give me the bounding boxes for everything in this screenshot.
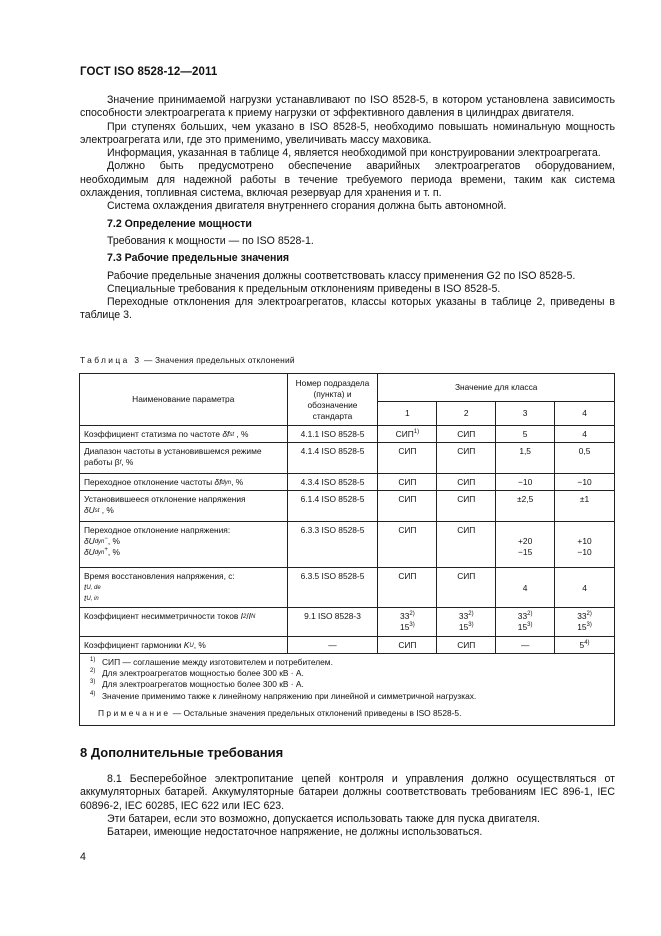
table-footnotes <box>80 654 615 726</box>
section-7-3-heading: 7.3 Рабочие предельные значения <box>107 252 290 265</box>
table-row <box>80 608 615 637</box>
row-reference: — <box>287 637 378 654</box>
row-reference: 6.3.3 ISO 8528-5 <box>287 522 378 568</box>
intro-paragraph: Система охлаждения двигателя внутреннего сгорания должна быть автономной. <box>107 200 507 213</box>
row-class-1: СИП <box>378 568 437 608</box>
row-class-4: +10 −10 <box>555 522 615 568</box>
table-caption-label: Таблица 3 <box>80 355 142 365</box>
intro-paragraph: При ступенях больших, чем указано в ISO 8528-5, необходимо повышать номинальную мощность электроагрегата или, где это применимо, увеличивать массу маховика. <box>80 120 615 146</box>
row-class-2: СИП <box>437 568 496 608</box>
footnote: 4) Значение применимо также к линейному напряжению при линейной и симметричной нагрузках. <box>90 690 477 701</box>
header-class-3: 3 <box>496 402 555 426</box>
header-class-4: 4 <box>555 402 615 426</box>
row-parameter: Коэффициент статизма по частоте δfst , % <box>80 426 288 443</box>
intro-paragraph: Значение принимаемой нагрузки устанавливают по ISO 8528-5, в котором установлена зависимость способности электроагрегата к приему нагрузки от эффективного давления в цилиндрах двигателя. <box>80 94 615 120</box>
row-parameter: Время восстановления напряжения, с: tU, de tU, in <box>80 568 288 608</box>
row-reference: 6.1.4 ISO 8528-5 <box>287 491 378 522</box>
footnote: 3) Для электроагрегатов мощностью более 300 кВ · А. <box>90 679 304 690</box>
row-class-3: +20 −15 <box>496 522 555 568</box>
section-8-paragraph: Батареи, имеющие недостаточное напряжение, не должны использоваться. <box>107 826 483 839</box>
row-class-1: СИП <box>378 443 437 474</box>
section-7-3-paragraph: Специальные требования к предельным отклонениям приведены в ISO 8528-5. <box>107 282 501 295</box>
row-class-2: СИП <box>437 522 496 568</box>
table-row <box>80 474 615 491</box>
row-reference: 6.3.5 ISO 8528-5 <box>287 568 378 608</box>
section-8-text-block <box>80 773 615 839</box>
table-row <box>80 637 615 654</box>
row-parameter: Переходное отклонение частоты δfdyn, % <box>80 474 288 491</box>
header-class-2: 2 <box>437 402 496 426</box>
section-7-2-text: Требования к мощности — по ISO 8528-1. <box>107 234 314 247</box>
row-class-1: СИП <box>378 637 437 654</box>
row-parameter: Установившееся отклонение напряжения δUst , % <box>80 491 288 522</box>
section-7-3-paragraph: Рабочие предельные значения должны соответствовать классу применения G2 по ISO 8528-5. <box>107 269 576 282</box>
page-number: 4 <box>80 851 86 863</box>
intro-text-block <box>80 94 615 323</box>
table-row <box>80 522 615 568</box>
row-class-2: СИП <box>437 474 496 491</box>
section-8-paragraph: Эти батареи, если это возможно, допускается использовать также для пуска двигателя. <box>107 812 540 825</box>
header-reference: Номер подраздела (пункта) и обозначение стандарта <box>287 374 378 426</box>
row-class-1: СИП <box>378 474 437 491</box>
row-reference: 4.1.1 ISO 8528-5 <box>287 426 378 443</box>
section-7-3-paragraph: Переходные отклонения для электроагрегатов, классы которых указаны в таблице 2, приведены в таблице 3. <box>80 296 615 322</box>
row-reference: 4.1.4 ISO 8528-5 <box>287 443 378 474</box>
table-row <box>80 443 615 474</box>
row-reference: 4.3.4 ISO 8528-5 <box>287 474 378 491</box>
row-class-1: 33$^{2)}$ 15$^{3)}$ <box>378 608 437 637</box>
row-class-1: СИП <box>378 522 437 568</box>
intro-paragraph: Информация, указанная в таблице 4, является необходимой при конструировании электроагрегата. <box>107 147 601 160</box>
table-header-row <box>80 374 615 402</box>
row-class-4: ±1 <box>555 491 615 522</box>
row-class-2: 33$^{2)}$ 15$^{3)}$ <box>437 608 496 637</box>
row-parameter: Диапазон частоты в установившемся режиме работы βf, % <box>80 443 288 474</box>
section-8-heading: 8 Дополнительные требования <box>80 745 284 760</box>
table-note: Примечание — Остальные значения предельных отклонений приведены в ISO 8528-5. <box>98 707 462 718</box>
row-parameter: Переходное отклонение напряжения: δUdyn−, % δUdyn+, % <box>80 522 288 568</box>
section-8-paragraph: 8.1 Бесперебойное электропитание цепей контроля и управления должно осуществляться от аккумуляторных батарей. Аккумуляторные батареи должны соответствовать требованиям IEC 896-1, IEC 60896-2, IEC 60285, IEC 622 или IEC 623. <box>80 773 615 812</box>
row-class-4: −10 <box>555 474 615 491</box>
footnote: 1) СИП — соглашение между изготовителем и потребителем. <box>90 657 333 667</box>
footnote: 2) Для электроагрегатов мощностью более 300 кВ · А. <box>90 668 304 679</box>
row-class-4: 4 <box>555 568 615 608</box>
section-7-2-heading: 7.2 Определение мощности <box>107 217 252 230</box>
row-class-3: ±2,5 <box>496 491 555 522</box>
row-class-3: 5 <box>496 426 555 443</box>
intro-paragraph: Должно быть предусмотрено обеспечение аварийных электроагрегатов оборудованием, необходимым для надежной работы в течение требуемого периода времени, таким как система охлаждения, топливная система, включая резервуар для хранения и т. п. <box>80 160 615 200</box>
row-class-3: — <box>496 637 555 654</box>
row-class-3: 4 <box>496 568 555 608</box>
table-caption-title: — Значения предельных отклонений <box>141 355 295 365</box>
row-reference: 9.1 ISO 8528-3 <box>287 608 378 637</box>
row-parameter: Коэффициент гармоники KU, % <box>80 637 288 654</box>
row-class-3: 1,5 <box>496 443 555 474</box>
row-class-3: −10 <box>496 474 555 491</box>
limit-values-table <box>79 373 615 726</box>
row-class-2: СИП <box>437 491 496 522</box>
table-caption <box>80 355 295 365</box>
row-class-4: 4 <box>555 426 615 443</box>
table-row <box>80 568 615 608</box>
row-class-4: 0,5 <box>555 443 615 474</box>
row-class-4: 33$^{2)}$ 15$^{3)}$ <box>555 608 615 637</box>
row-class-2: СИП <box>437 443 496 474</box>
table-row <box>80 491 615 522</box>
header-parameter: Наименование параметра <box>80 374 288 426</box>
row-class-1: СИП <box>378 491 437 522</box>
row-class-3: 33$^{2)}$ 15$^{3)}$ <box>496 608 555 637</box>
header-class-1: 1 <box>378 402 437 426</box>
row-class-2: СИП <box>437 426 496 443</box>
row-class-4: 5$^{4)}$ <box>555 637 615 654</box>
header-class-value: Значение для класса <box>378 374 615 402</box>
row-parameter: Коэффициент несимметричности токов I2/IN <box>80 608 288 637</box>
row-class-1: СИП$^{1)}$ <box>378 426 437 443</box>
document-header-title: ГОСТ ISO 8528-12—2011 <box>80 66 218 78</box>
table-row <box>80 426 615 443</box>
table-footnotes-row <box>80 654 615 726</box>
row-class-2: СИП <box>437 637 496 654</box>
